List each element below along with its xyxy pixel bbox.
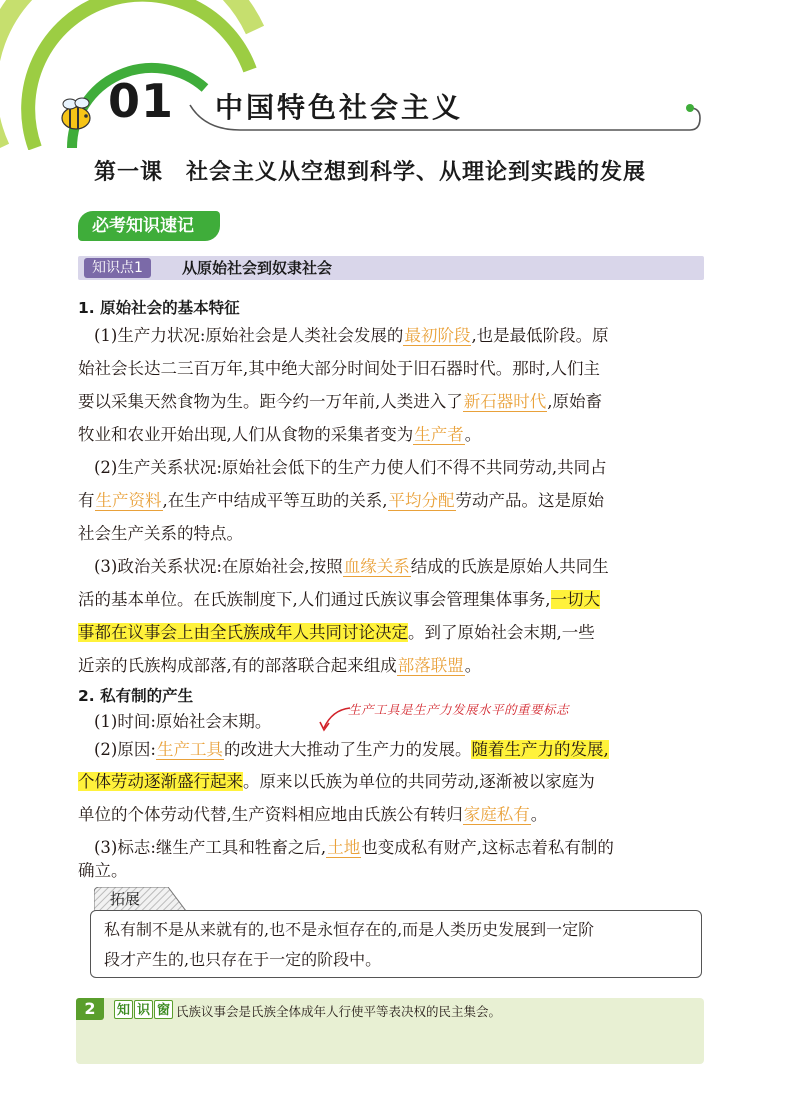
answer-blank: 血缘关系 [343, 557, 410, 576]
section-2-heading: 2. 私有制的产生 [78, 687, 194, 705]
arrow-icon [318, 704, 352, 734]
text-line: (1)生产力状况:原始社会是人类社会发展的最初阶段,也是最低阶段。原 [94, 326, 609, 345]
highlight: 个体劳动逐渐盛行起来 [78, 772, 243, 791]
text-line: 确立。 [78, 861, 128, 880]
knowledge-window-char: 窗 [154, 1000, 173, 1019]
knowledge-point-bar [78, 256, 704, 280]
knowledge-point-title: 从原始社会到奴隶社会 [182, 259, 333, 277]
text-line: 单位的个体劳动代替,生产资料相应地由氏族公有转归家庭私有。 [78, 805, 548, 824]
lesson-title: 第一课 社会主义从空想到科学、从理论到实践的发展 [94, 160, 647, 185]
answer-blank: 新石器时代 [463, 392, 547, 411]
text-line: 有生产资料,在生产中结成平等互助的关系,平均分配劳动产品。这是原始 [78, 491, 604, 510]
text-line: (3)标志:继生产工具和牲畜之后,土地也变成私有财产,这标志着私有制的 [94, 838, 614, 857]
text-line: 牧业和农业开始出现,人们从食物的采集者变为生产者。 [78, 425, 482, 444]
text-line: 社会生产关系的特点。 [78, 524, 243, 543]
text-line: 事都在议事会上由全氏族成年人共同讨论决定。到了原始社会末期,一些 [78, 623, 595, 642]
extension-text: 私有制不是从来就有的,也不是永恒存在的,而是人类历史发展到一定阶 [104, 920, 595, 939]
answer-blank: 平均分配 [388, 491, 455, 510]
section-1-heading: 1. 原始社会的基本特征 [78, 299, 240, 317]
text-line: 个体劳动逐渐盛行起来。原来以氏族为单位的共同劳动,逐渐被以家庭为 [78, 772, 595, 791]
extension-text: 段才产生的,也只存在于一定的阶段中。 [104, 950, 382, 969]
answer-blank: 生产工具 [156, 740, 223, 759]
footer-note: 氏族议事会是氏族全体成年人行使平等表决权的民主集会。 [176, 1004, 502, 1019]
text-line: 要以采集天然食物为生。距今约一万年前,人类进入了新石器时代,原始畜 [78, 392, 602, 411]
text-line: (3)政治关系状况:在原始社会,按照血缘关系结成的氏族是原始人共同生 [94, 557, 609, 576]
knowledge-point-tag: 知识点1 [84, 258, 151, 278]
chapter-title: 中国特色社会主义 [215, 91, 464, 124]
answer-blank: 生产资料 [95, 491, 162, 510]
text-line: (2)生产关系状况:原始社会低下的生产力使人们不得不共同劳动,共同占 [94, 458, 607, 477]
knowledge-window-char: 知 [114, 1000, 133, 1019]
text-line: (2)原因:生产工具的改进大大推动了生产力的发展。随着生产力的发展, [94, 740, 609, 759]
page-number: 2 [76, 998, 104, 1020]
chapter-number: 01 [108, 74, 175, 128]
knowledge-window-char: 识 [134, 1000, 153, 1019]
text-line: 始社会长达二三百万年,其中绝大部分时间处于旧石器时代。那时,人们主 [78, 359, 600, 378]
handwritten-note: 生产工具是生产力发展水平的重要标志 [348, 702, 570, 717]
answer-blank: 生产者 [414, 425, 464, 444]
highlight: 事都在议事会上由全氏族成年人共同讨论决定 [78, 623, 408, 642]
bee-icon [62, 98, 90, 129]
highlight: 随着生产力的发展, [471, 740, 609, 759]
text-line: (1)时间:原始社会末期。 [94, 712, 272, 731]
section-banner: 必考知识速记 [78, 211, 220, 241]
text-line: 近亲的氏族构成部落,有的部落联合起来组成部落联盟。 [78, 656, 482, 675]
answer-blank: 最初阶段 [404, 326, 471, 345]
highlight: 一切大 [550, 590, 600, 609]
answer-blank: 土地 [327, 838, 361, 857]
answer-blank: 部落联盟 [397, 656, 464, 675]
answer-blank: 家庭私有 [463, 805, 530, 824]
text-line: 活的基本单位。在氏族制度下,人们通过氏族议事会管理集体事务,一切大 [78, 590, 600, 609]
extension-label: 拓展 [110, 890, 141, 908]
